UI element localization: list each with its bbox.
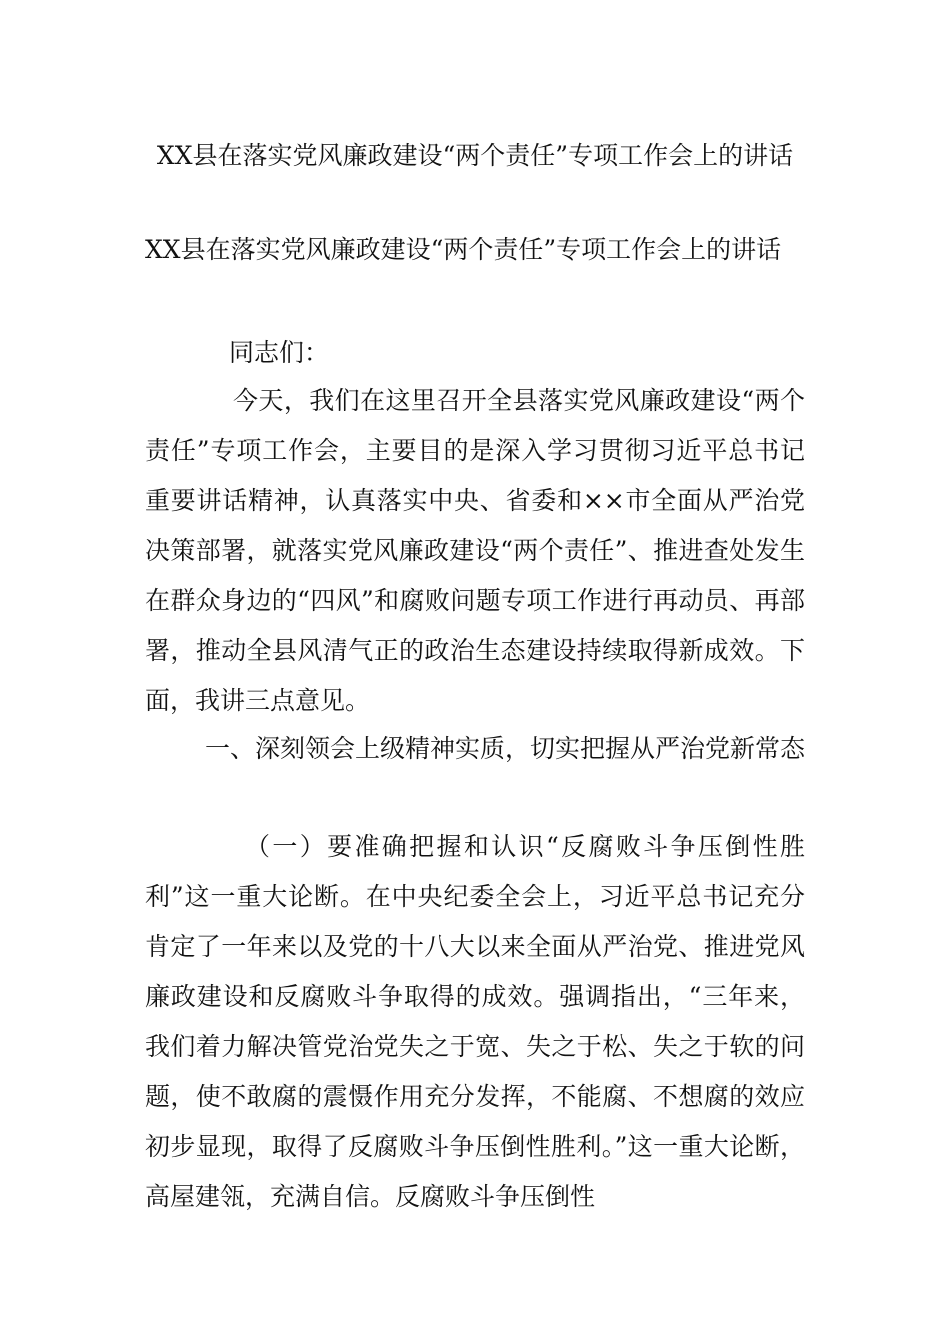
- paragraph-section-1-1: （一）要准确把握和认识“反腐败斗争压倒性胜利”这一重大论断。在中央纪委全会上，习近平总书记充分肯定了一年来以及党的十八大以来全面从严治党、推进党风廉政建设和反腐败斗争取得的成效。强调指出，“三年来，我们着力解决管党治党失之于宽、失之于松、失之于软的问题，使不敢腐的震慑作用充分发挥，不能腐、不想腐的效应初步显现，取得了反腐败斗争压倒性胜利。”这一重大论断，高屋建瓴，充满自信。反腐败斗争压倒性: [145, 832, 805, 1211]
- document-title: XX县在落实党风廉政建设“两个责任”专项工作会上的讲话: [156, 141, 794, 170]
- paragraph-opening: 今天，我们在这里召开全县落实党风廉政建设“两个责任”专项工作会，主要目的是深入学习贯彻习近平总书记重要讲话精神，认真落实中央、省委和××市全面从严治党决策部署，就落实党风廉政建设“两个责任”、推进查处发生在群众身边的“四风”和腐败问题专项工作进行再动员、再部署，推动全县风清气正的政治生态建设持续取得新成效。下面，我讲三点意见。: [145, 386, 805, 715]
- greeting: 同志们：: [229, 338, 330, 367]
- section-heading-1: 一、深刻领会上级精神实质，切实把握从严治党新常态: [205, 734, 806, 763]
- document-title-repeat: XX县在落实党风廉政建设“两个责任”专项工作会上的讲话: [145, 235, 782, 264]
